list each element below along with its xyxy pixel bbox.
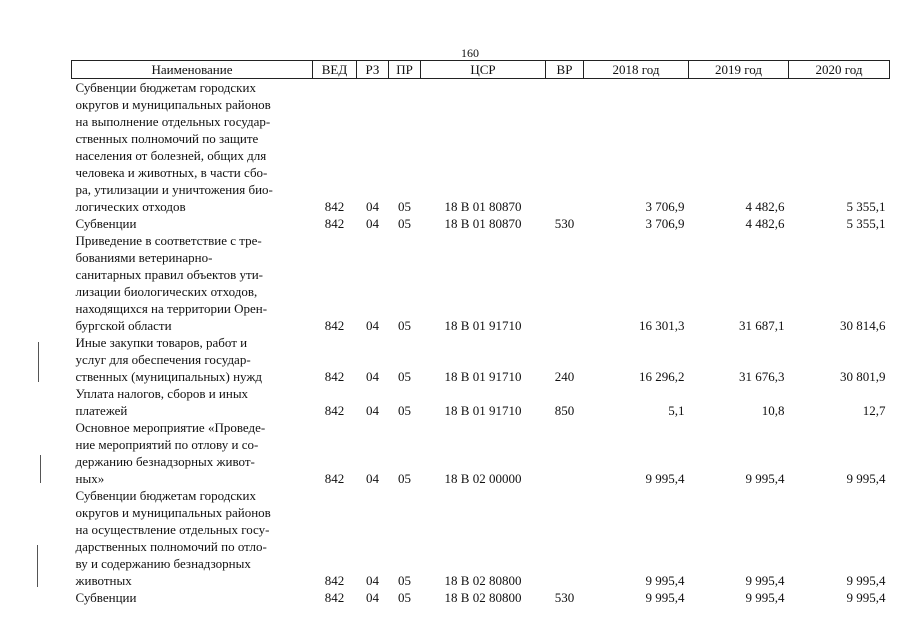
table-row [72,232,890,334]
table-row [72,79,890,216]
row-pr: 05 [398,318,411,333]
row-rz: 04 [366,369,379,384]
row-pr: 05 [398,403,411,418]
column-header-rz: РЗ [357,61,389,79]
row-ved: 842 [324,573,345,588]
row-csr: 18 В 01 91710 [444,403,522,418]
row-rz: 04 [366,216,379,231]
row-2020: 5 355,1 [846,199,886,214]
row-2018: 3 706,9 [645,216,685,231]
row-rz: 04 [366,318,379,333]
row-pr: 05 [398,471,411,486]
column-header-pr: ПР [389,61,421,79]
budget-table [71,60,890,606]
row-ved: 842 [324,216,345,231]
row-vr [546,419,584,487]
row-rz: 04 [366,573,379,588]
page-number: 160 [461,46,479,60]
row-csr: 18 В 02 00000 [444,471,522,486]
row-ved: 842 [324,471,345,486]
row-2019: 9 995,4 [745,590,785,605]
row-2018: 9 995,4 [645,573,685,588]
row-vr: 850 [554,403,575,418]
row-pr: 05 [398,590,411,605]
row-ved: 842 [324,318,345,333]
table-row [72,215,890,232]
scan-margin-mark [40,455,41,483]
row-pr: 05 [398,573,411,588]
row-2019: 4 482,6 [745,216,785,231]
row-csr: 18 В 01 80870 [444,199,522,214]
row-2019: 4 482,6 [745,199,785,214]
column-header-2019: 2019 год [689,61,789,79]
row-2020: 30 801,9 [840,369,886,384]
row-vr: 530 [554,590,575,605]
column-header-ved: ВЕД [313,61,357,79]
row-rz: 04 [366,403,379,418]
row-2018: 3 706,9 [645,199,685,214]
row-vr: 530 [554,216,575,231]
row-2020: 30 814,6 [840,318,886,333]
column-header-csr: ЦСР [421,61,546,79]
scan-margin-mark [37,545,38,587]
row-2019: 10,8 [761,403,785,418]
table-row [72,419,890,487]
row-name: Субвенции [75,590,137,605]
row-2019: 9 995,4 [745,573,785,588]
row-ved: 842 [324,590,345,605]
row-vr [546,232,584,334]
row-rz: 04 [366,471,379,486]
row-2019: 9 995,4 [745,471,785,486]
column-header-vr: ВР [546,61,584,79]
row-2018: 16 301,3 [639,318,685,333]
row-csr: 18 В 02 80800 [444,590,522,605]
row-ved: 842 [324,369,345,384]
row-2019: 31 687,1 [739,318,785,333]
column-header-2018: 2018 год [584,61,689,79]
row-pr: 05 [398,199,411,214]
row-name: Иные закупки товаров, работ и услуг для обеспечения государ- ственных (муниципальных) нужд [75,335,262,384]
column-header-name: Наименование [72,61,313,79]
row-2018: 5,1 [668,403,685,418]
row-2020: 12,7 [862,403,886,418]
row-rz: 04 [366,590,379,605]
row-ved: 842 [324,199,345,214]
row-2020: 5 355,1 [846,216,886,231]
table-row [72,385,890,419]
row-name: Уплата налогов, сборов и иных платежей [75,386,249,418]
row-2020: 9 995,4 [846,573,886,588]
row-csr: 18 В 01 91710 [444,369,522,384]
row-2018: 9 995,4 [645,590,685,605]
row-name: Основное мероприятие «Проведе- ние мероприятий по отлову и со- держанию безнадзорных живот- ных» [75,420,266,486]
column-header-2020: 2020 год [789,61,890,79]
scan-margin-mark [38,342,39,382]
row-ved: 842 [324,403,345,418]
row-csr: 18 В 02 80800 [444,573,522,588]
table-row [72,589,890,606]
table-header-row [72,61,890,79]
row-pr: 05 [398,369,411,384]
row-name: Субвенции бюджетам городских округов и муниципальных районов на выполнение отдельных государ- ственных полномочий по защите населения от болезней, общих для человека и животных, в части сбо- ра, утилизации и уничтожения био- логических отходов [75,80,273,214]
row-2020: 9 995,4 [846,471,886,486]
row-name: Субвенции [75,216,137,231]
row-name: Субвенции бюджетам городских округов и муниципальных районов на осуществление отдельных госу- дарственных полномочий по отло- ву и содержанию безнадзорных животных [75,488,271,588]
row-vr: 240 [554,369,575,384]
row-2018: 9 995,4 [645,471,685,486]
table-row [72,334,890,385]
row-rz: 04 [366,199,379,214]
row-vr [546,79,584,216]
table-row [72,487,890,589]
row-name: Приведение в соответствие с тре- бованиями ветеринарно- санитарных правил объектов ути- лизации биологических отходов, находящихся на территории Орен- бургской области [75,233,268,333]
row-csr: 18 В 01 80870 [444,216,522,231]
row-pr: 05 [398,216,411,231]
row-csr: 18 В 01 91710 [444,318,522,333]
row-2018: 16 296,2 [639,369,685,384]
row-2019: 31 676,3 [739,369,785,384]
row-vr [546,487,584,589]
row-2020: 9 995,4 [846,590,886,605]
